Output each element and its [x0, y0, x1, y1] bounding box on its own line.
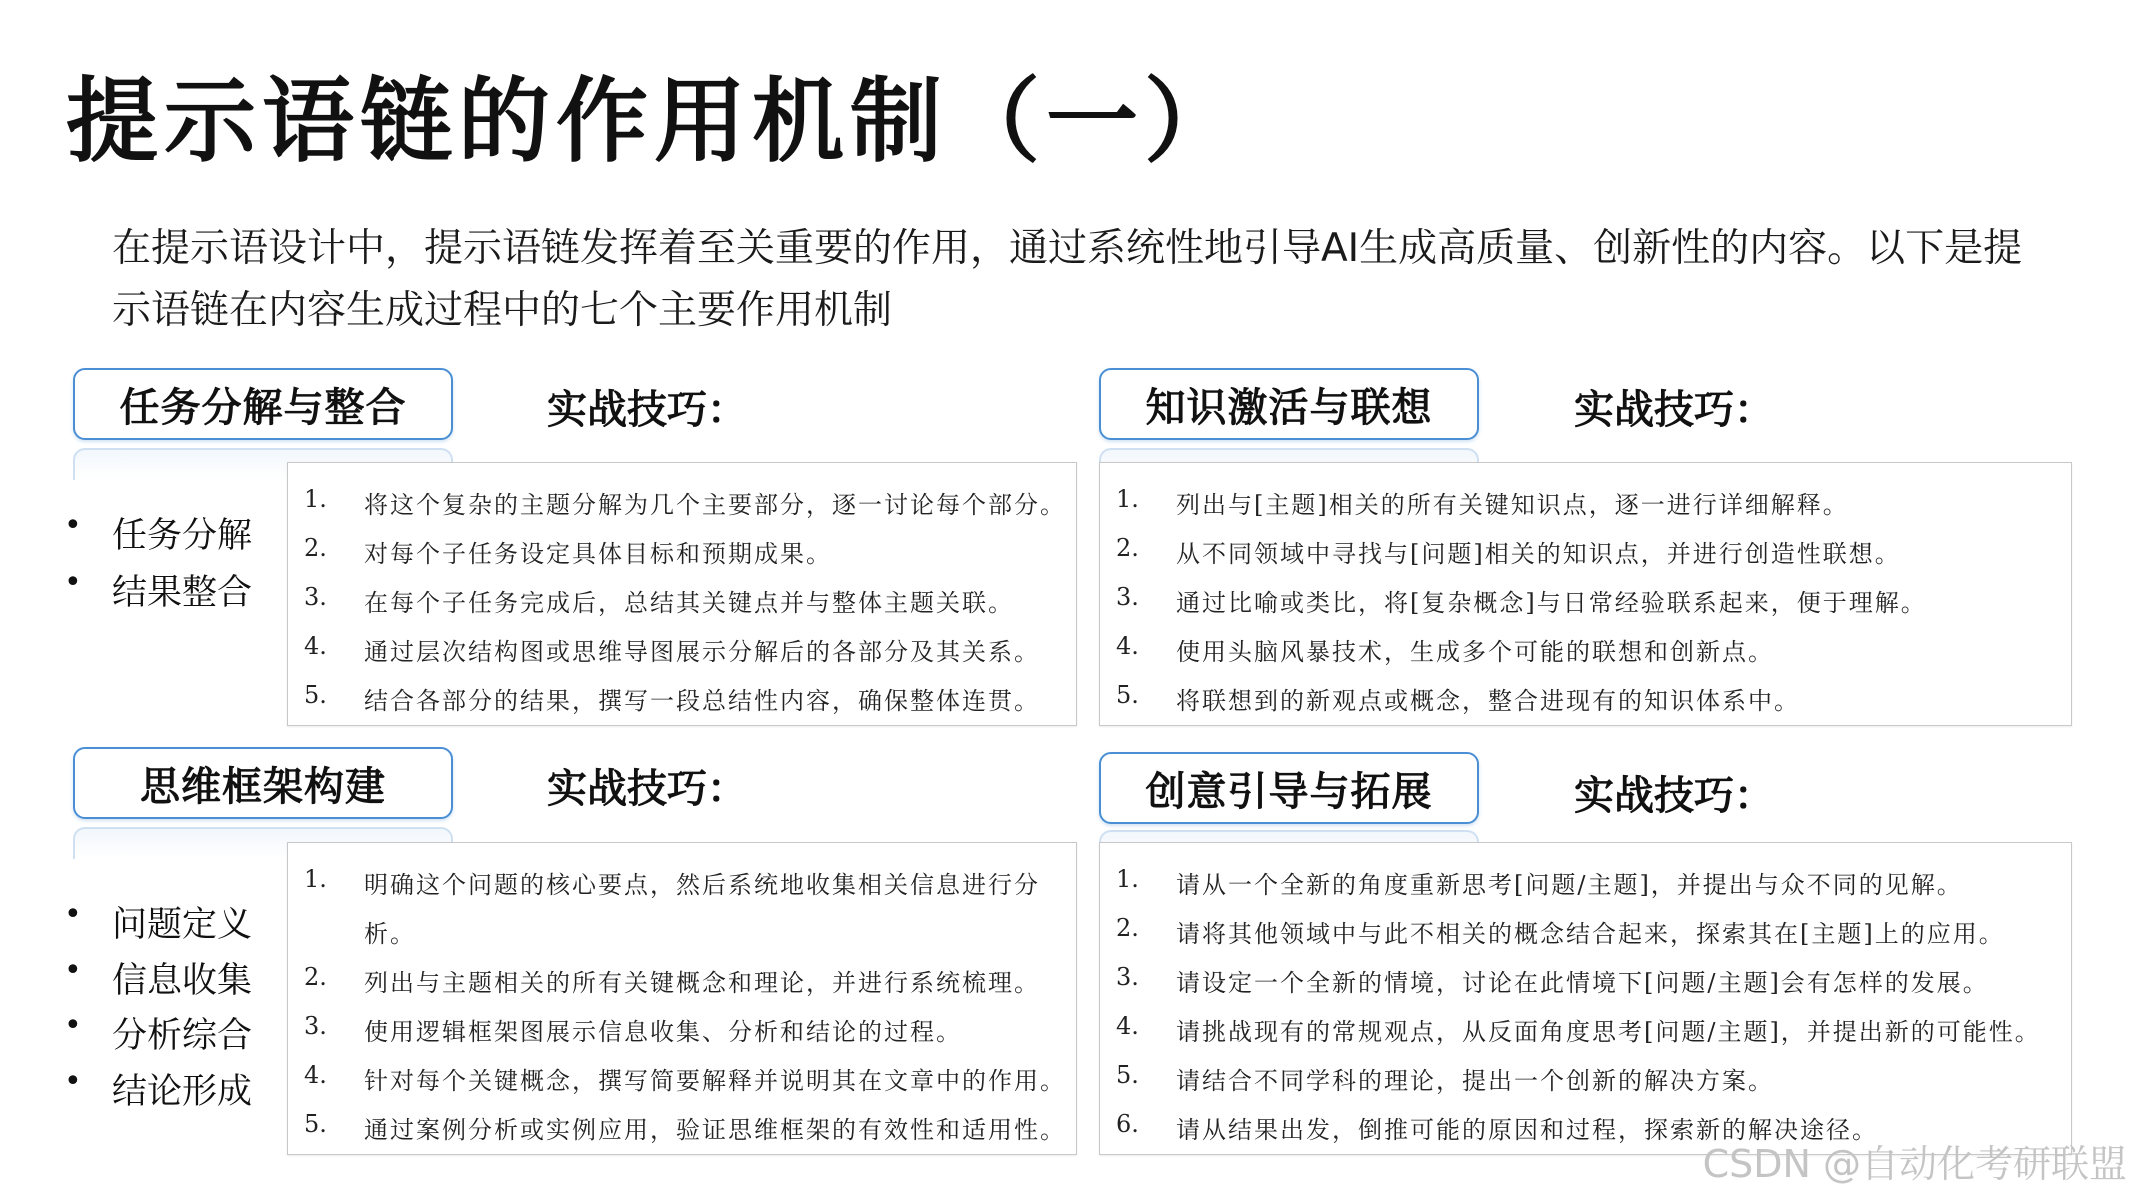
watermark: CSDN @自动化考研联盟: [1702, 1142, 2127, 1186]
tips-title: 实战技巧：: [1574, 773, 1774, 819]
tips-list-box: 1. 列出与[主题]相关的所有关键知识点，逐一进行详细解释。 2. 从不同领域中寻找与[问题]相关的知识点，并进行创造性联想。 3. 通过比喻或类比，将[复杂概念]与日常经验联系起来，便于理解。 4. 使用头脑风暴技术，生成多个可能的联想和创新点。 5. 将联想到的新观点或概念，整合进现有的知识体系中。: [1099, 462, 2072, 726]
bullet-icon: •: [64, 897, 82, 932]
bullet-icon: •: [64, 565, 82, 600]
section-label: 创意引导与拓展: [1099, 752, 1479, 824]
page-title: 提示语链的作用机制（一）: [66, 68, 1243, 175]
intro-paragraph: 在提示语设计中，提示语链发挥着至关重要的作用，通过系统性地引导AI生成高质量、创新性的内容。以下是提示语链在内容生成过程中的七个主要作用机制: [112, 226, 2023, 333]
bullet-icon: •: [64, 508, 82, 543]
tips-list-box: 1. 请从一个全新的角度重新思考[问题/主题]，并提出与众不同的见解。 2. 请将其他领域中与此不相关的概念结合起来，探索其在[主题]上的应用。 3. 请设定一个全新的情境，讨论在此情境下[问题/主题]会有怎样的发展。 4. 请挑战现有的常规观点，从反面角度思考[问题/主题]，并提出新的可能性。 5. 请结合不同学科的理论，提出一个创新的解决方案。 6. 请从结果出发，倒推可能的原因和过程，探索新的解决途径。: [1099, 842, 2072, 1155]
section-label: 知识激活与联想: [1099, 368, 1479, 440]
bullet-icon: •: [64, 1064, 82, 1099]
section-label: 任务分解与整合: [73, 368, 453, 440]
tips-list-box: 1. 将这个复杂的主题分解为几个主要部分，逐一讨论每个部分。 2. 对每个子任务设定具体目标和预期成果。 3. 在每个子任务完成后，总结其关键点并与整体主题关联。 4. 通过层次结构图或思维导图展示分解后的各部分及其关系。 5. 结合各部分的结果，撰写一段总结性内容，确保整体连贯。: [287, 462, 1077, 726]
section-label: 思维框架构建: [73, 747, 453, 819]
tips-title: 实战技巧：: [1574, 387, 1774, 433]
tips-list-box: 1. 明确这个问题的核心要点，然后系统地收集相关信息进行分 析。 2. 列出与主题相关的所有关键概念和理论，并进行系统梳理。 3. 使用逻辑框架图展示信息收集、分析和结论的过程。 4. 针对每个关键概念，撰写简要解释并说明其在文章中的作用。 5. 通过案例分析或实例应用，验证思维框架的有效性和适用性。: [287, 842, 1077, 1155]
tips-title: 实战技巧：: [547, 387, 747, 433]
bullet-icon: •: [64, 953, 82, 988]
bullet-icon: •: [64, 1008, 82, 1043]
tips-title: 实战技巧：: [547, 766, 747, 812]
